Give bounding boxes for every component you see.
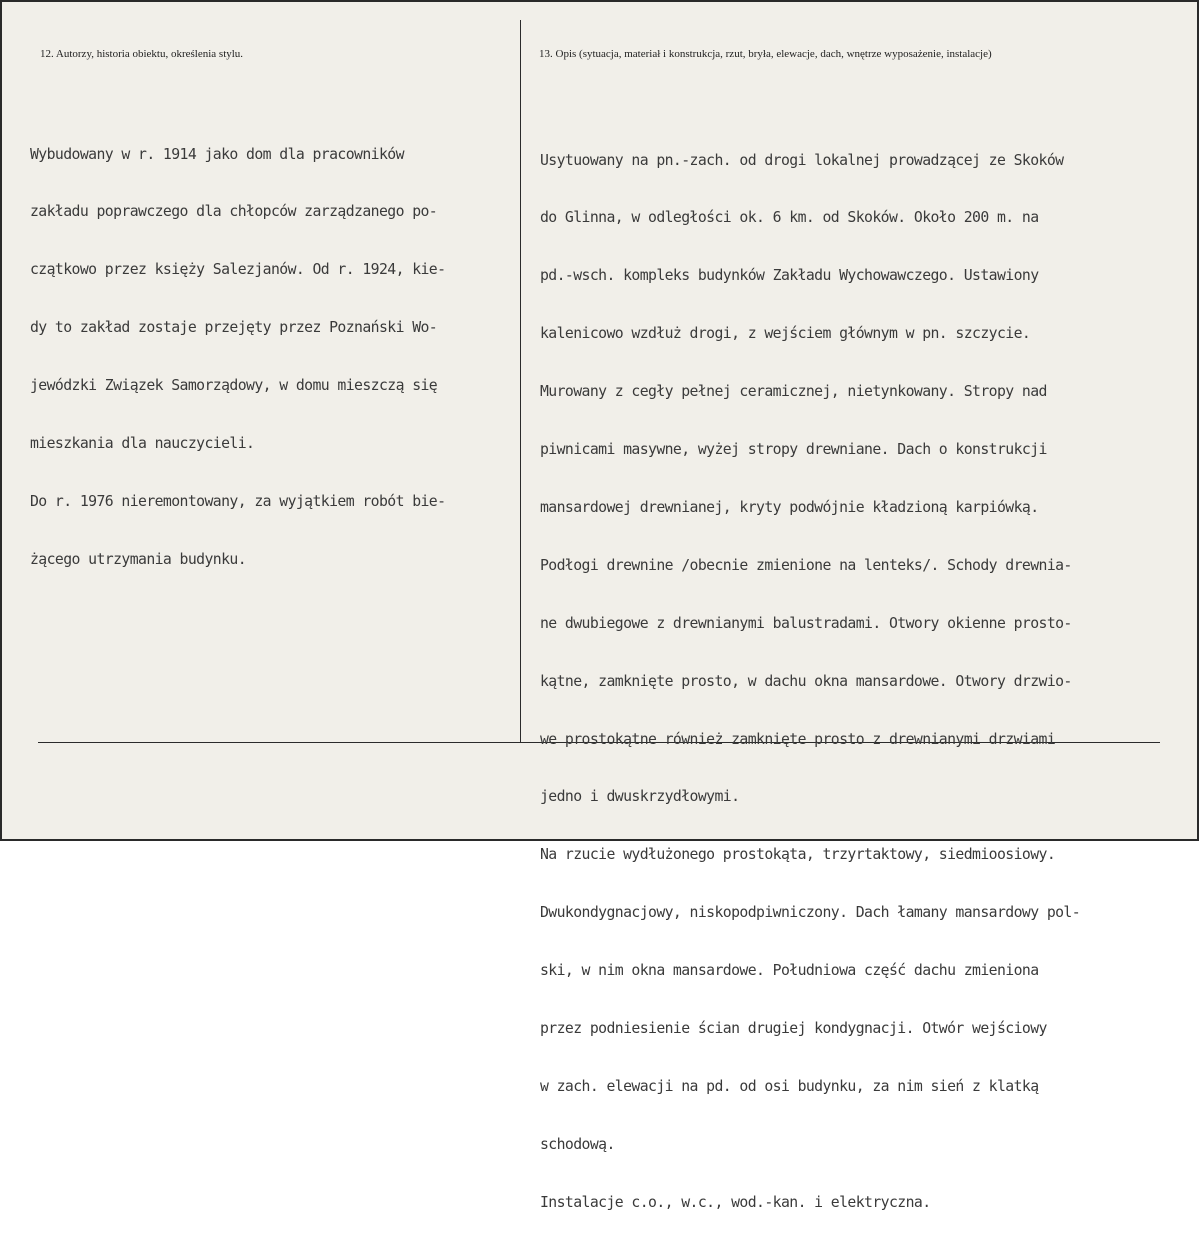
column-divider — [520, 20, 521, 743]
text-line: we prostokątne również zamknięte prosto z drewnianymi drzwiami — [540, 730, 1056, 748]
text-line: jedno i dwuskrzydłowymi. — [540, 788, 740, 806]
section-12-header: 12. Autorzy, historia obiektu, określenia stylu. — [40, 48, 244, 60]
text-line: Usytuowany na pn.-zach. od drogi lokalnej prowadzącej ze Skoków — [540, 151, 1064, 169]
text-line: Na rzucie wydłużonego prostokąta, trzyrtaktowy, siedmioosiowy. — [540, 846, 1056, 864]
text-line: schodową. — [540, 1135, 615, 1153]
text-line: jewódzki Związek Samorządowy, w domu mieszczą się — [30, 377, 438, 395]
text-line: przez podniesienie ścian drugiej kondygnacji. Otwór wejściowy — [540, 1019, 1047, 1037]
text-line: mieszkania dla nauczycieli. — [30, 435, 255, 453]
text-line: Murowany z cegły pełnej ceramicznej, nietynkowany. Stropy nad — [540, 383, 1047, 401]
text-line: zakładu poprawczego dla chłopców zarządzanego po- — [30, 203, 438, 221]
text-line: żącego utrzymania budynku. — [30, 550, 247, 568]
section-13-text — [540, 112, 1080, 1251]
text-line: Podłogi drewnine /obecnie zmienione na lenteks/. Schody drewnia- — [540, 556, 1072, 574]
text-line: w zach. elewacji na pd. od osi budynku, za nim sień z klatką — [540, 1077, 1039, 1095]
text-line: ski, w nim okna mansardowe. Południowa część dachu zmieniona — [540, 962, 1039, 980]
text-line: kątne, zamknięte prosto, w dachu okna mansardowe. Otwory drzwio- — [540, 672, 1072, 690]
text-line: czątkowo przez księży Salezjanów. Od r. 1924, kie- — [30, 261, 446, 279]
text-line: Dwukondygnacjowy, niskopodpiwniczony. Dach łamany mansardowy pol- — [540, 904, 1081, 922]
text-line: Wybudowany w r. 1914 jako dom dla pracowników — [30, 145, 404, 163]
text-line: piwnicami masywne, wyżej stropy drewniane. Dach o konstrukcji — [540, 441, 1047, 459]
section-13-header: 13. Opis (sytuacja, materiał i konstrukcja, rzut, bryła, elewacje, dach, wnętrze wyposażenie, instalacje) — [539, 48, 992, 60]
text-line: dy to zakład zostaje przejęty przez Poznański Wo- — [30, 319, 438, 337]
text-line: mansardowej drewnianej, kryty podwójnie kładzioną karpiówką. — [540, 498, 1039, 516]
section-12-text — [30, 106, 445, 608]
text-line: do Glinna, w odległości ok. 6 km. od Skoków. Około 200 m. na — [540, 209, 1039, 227]
text-line: Instalacje c.o., w.c., wod.-kan. i elektryczna. — [540, 1193, 931, 1211]
text-line: pd.-wsch. kompleks budynków Zakładu Wychowawczego. Ustawiony — [540, 267, 1039, 285]
text-line: kalenicowo wzdłuż drogi, z wejściem głównym w pn. szczycie. — [540, 325, 1031, 343]
text-line: ne dwubiegowe z drewnianymi balustradami. Otwory okienne prosto- — [540, 614, 1072, 632]
text-line: Do r. 1976 nieremontowany, za wyjątkiem robót bie- — [30, 492, 446, 510]
